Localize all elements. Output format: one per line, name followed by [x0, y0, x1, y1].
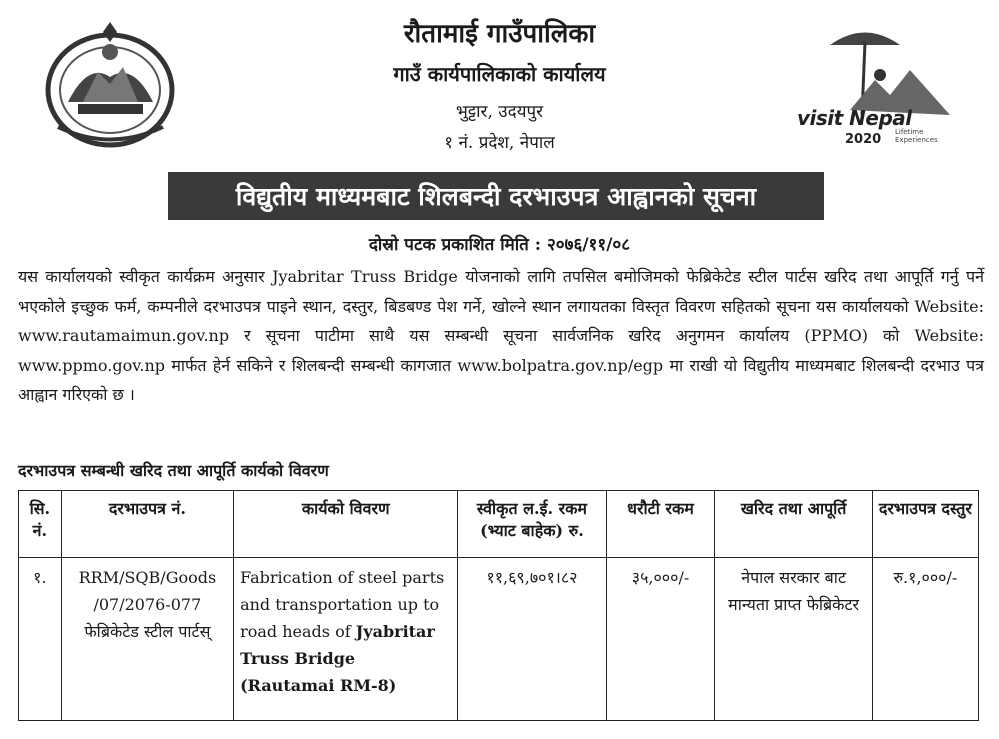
publication-date: दोस्रो पटक प्रकाशित मिति : २०७६/११/०८ [368, 235, 631, 255]
visit-nepal-tagline: Lifetime Experiences [895, 128, 938, 144]
visit-nepal-year: 2020 [845, 132, 882, 147]
cell-supply: नेपाल सरकार बाट मान्यता प्राप्त फेब्रिकेटर [715, 558, 872, 721]
col-header-supply: खरिद तथा आपूर्ति [715, 491, 872, 558]
col-header-fee: दरभाउपत्र दस्तुर [872, 491, 978, 558]
cell-sn: १. [19, 558, 62, 721]
org-subtitle: गाउँ कार्यपालिकाको कार्यालय [393, 62, 606, 86]
org-title: रौतामाई गाउँपालिका [403, 19, 596, 49]
section-title: दरभाउपत्र सम्बन्धी खरिद तथा आपूर्ति कार्यको विवरण [18, 461, 329, 480]
notice-title: विद्युतीय माध्यमबाट शिलबन्दी दरभाउपत्र आह्वानको सूचना [235, 182, 757, 211]
notice-body: यस कार्यालयको स्वीकृत कार्यक्रम अनुसार Jyabritar Truss Bridge योजनाको लागि तपसिल बमोजिमको फेब्रिकेटेड स्टील पार्टस खरिद तथा आपूर्ति गर्नु पर्ने भएकोले इच्छुक फर्म, कम्पनीले दरभाउपत्र पाइने स्थान, दस्तुर, बिडबण्ड पेश गर्ने, खोल्ने स्थान लगायतका विस्तृत विवरण सहितको सूचना यस कार्यालयको Website: www.rautamaimun.gov.np र सूचना पाटीमा साथै यस सम्बन्धी सूचना सार्वजनिक खरिद अनुगमन कार्यालय (PPMO) को Website: www.ppmo.gov.np मार्फत हेर्न सकिने र शिलबन्दी सम्बन्धी कागजात www.bolpatra.gov.np/egp मा राखी यो विद्युतीय माध्यमबाट शिलबन्दी दरभाउ पत्र आह्वान गरिएको छ । [18, 267, 984, 404]
notice-header [0, 0, 999, 175]
table-header-row [19, 491, 979, 558]
visit-nepal-text: visit Nepal [797, 106, 912, 130]
tender-no-item: फेब्रिकेटेड स्टील पार्टस् [84, 622, 211, 641]
description-text: Fabrication of steel parts and transportation up to road heads of [240, 568, 445, 641]
cell-tender-no [61, 558, 233, 721]
col-header-deposit: धरौटी रकम [606, 491, 715, 558]
tender-no-code: RRM/SQB/Goods /07/2076-077 [78, 568, 217, 614]
col-header-description: कार्यको विवरण [234, 491, 458, 558]
col-header-tender-no: दरभाउपत्र नं. [61, 491, 233, 558]
notice-title-banner [168, 172, 824, 220]
table-row [19, 558, 979, 721]
cell-fee: रु.१,०००/- [872, 558, 978, 721]
cell-deposit: ३५,०००/- [606, 558, 715, 721]
description-bold: Jyabritar Truss Bridge (Rautamai RM-8) [240, 622, 435, 695]
cell-description [234, 558, 458, 721]
col-header-estimate: स्वीकृत ल.ई. रकम (भ्याट बाहेक) रु. [458, 491, 606, 558]
org-province: १ नं. प्रदेश, नेपाल [444, 133, 555, 153]
tender-table [18, 490, 979, 721]
col-header-sn: सि. नं. [19, 491, 62, 558]
org-address: भुट्टार, उदयपुर [455, 102, 544, 122]
cell-estimate: ११,६९,७०१।८२ [458, 558, 606, 721]
